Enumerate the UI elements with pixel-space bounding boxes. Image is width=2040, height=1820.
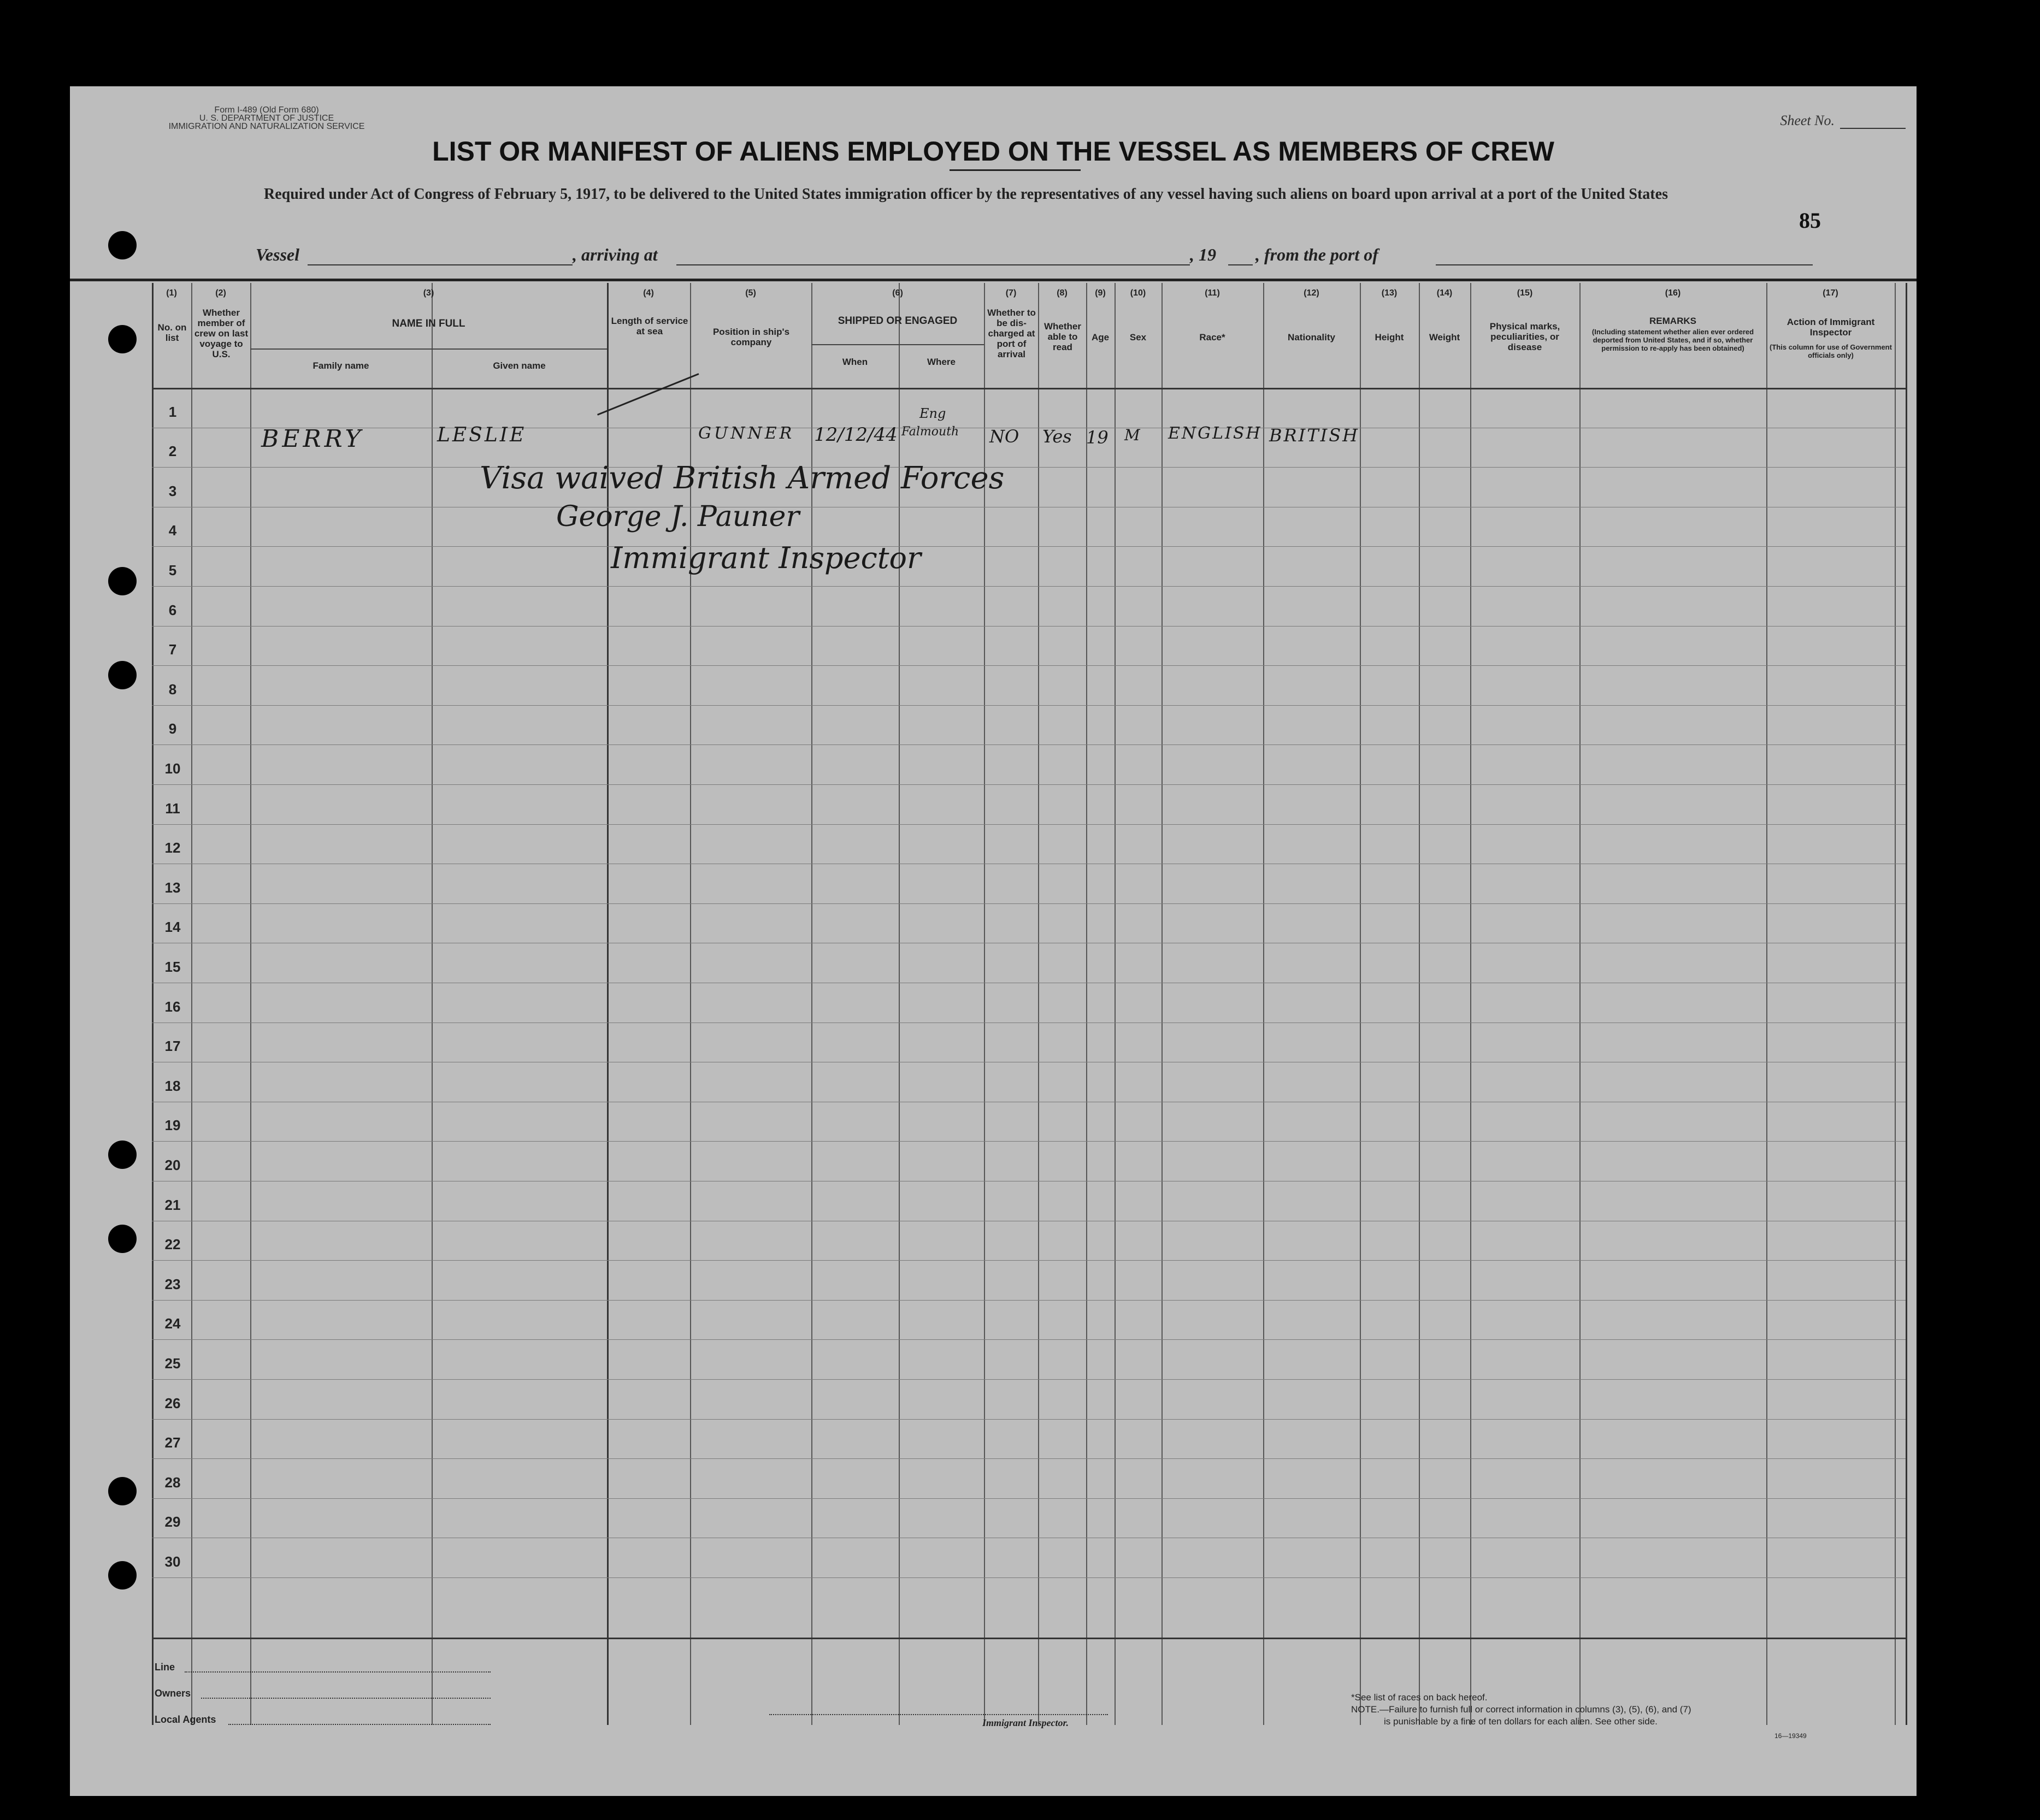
row-number: 24 xyxy=(164,1315,181,1332)
col-num-17: (17) xyxy=(1823,288,1838,298)
arriving-label: , arriving at xyxy=(573,245,658,264)
col-num-14: (14) xyxy=(1436,288,1453,298)
row-number: 25 xyxy=(164,1355,181,1372)
col-num-7: (7) xyxy=(1005,288,1017,298)
entry-sex: M xyxy=(1124,426,1140,444)
department-name: U. S. DEPARTMENT OF JUSTICE xyxy=(199,114,334,123)
entry-given-name: LESLIE xyxy=(437,424,527,446)
row-number: 5 xyxy=(168,562,177,578)
row-line xyxy=(152,1498,1906,1499)
column-divider xyxy=(1895,283,1896,1725)
footer-owners-field xyxy=(201,1698,491,1699)
row-line xyxy=(152,1260,1906,1261)
col-num-12: (12) xyxy=(1304,288,1319,298)
inspector-signature-field xyxy=(769,1714,1108,1715)
row-line xyxy=(152,824,1906,825)
col-num-3: (3) xyxy=(423,288,434,298)
vessel-info-row xyxy=(256,245,1840,267)
table-top-rule xyxy=(70,279,1917,281)
year-field xyxy=(1228,264,1253,265)
row-number: 10 xyxy=(164,760,181,777)
footer-line-field xyxy=(185,1671,491,1673)
row-number: 18 xyxy=(164,1078,181,1094)
column-divider xyxy=(1038,283,1039,1725)
column-divider xyxy=(1360,283,1361,1725)
header-inspector-action: Action of Immigrant Inspector xyxy=(1787,317,1875,338)
row-number: 8 xyxy=(168,681,177,698)
row-line xyxy=(152,1379,1906,1380)
col-num-15: (15) xyxy=(1517,288,1533,298)
header-race: Race* xyxy=(1199,332,1225,342)
footer-agents-field xyxy=(228,1724,491,1725)
from-port-field xyxy=(1436,264,1813,265)
page-title: LIST OR MANIFEST OF ALIENS EMPLOYED ON THE VESSEL AS MEMBERS OF CREW xyxy=(432,136,1554,167)
column-divider xyxy=(984,283,985,1725)
column-divider xyxy=(1766,283,1767,1725)
row-number: 28 xyxy=(164,1474,181,1491)
header-position: Position in ship's company xyxy=(712,327,790,347)
row-line xyxy=(152,626,1906,627)
form-info xyxy=(152,106,381,131)
row-line xyxy=(152,1458,1906,1459)
col-num-16: (16) xyxy=(1665,288,1681,298)
col-num-8: (8) xyxy=(1057,288,1068,298)
sheet-number-line xyxy=(1840,128,1906,129)
column-divider xyxy=(811,283,812,1725)
header-weight: Weight xyxy=(1429,332,1460,342)
header-remarks: REMARKS xyxy=(1649,316,1696,326)
row-number: 19 xyxy=(164,1117,181,1133)
column-divider xyxy=(690,283,691,1725)
row-number: 30 xyxy=(164,1553,181,1570)
header-height: Height xyxy=(1375,332,1404,342)
entry-discharged: NO xyxy=(989,426,1019,447)
entry-race: ENGLISH xyxy=(1168,424,1262,443)
col-num-1: (1) xyxy=(166,288,177,298)
row-line xyxy=(152,467,1906,468)
column-divider xyxy=(1115,283,1116,1725)
row-number: 12 xyxy=(164,840,181,856)
entry-when: 12/12/44 xyxy=(814,424,898,446)
row-number: 26 xyxy=(164,1395,181,1411)
entry-family-name: BERRY xyxy=(261,425,364,453)
service-name: IMMIGRATION AND NATURALIZATION SERVICE xyxy=(168,122,365,131)
row-number: 13 xyxy=(164,879,181,896)
row-number: 1 xyxy=(168,404,177,420)
header-able-to-read: Whether able to read xyxy=(1044,321,1081,352)
header-nationality: Nationality xyxy=(1288,332,1335,342)
footer-print-code: 16—19349 xyxy=(1774,1732,1807,1740)
column-divider xyxy=(1419,283,1420,1725)
row-line xyxy=(152,1419,1906,1420)
row-line xyxy=(152,546,1906,547)
footer-line-label: Line xyxy=(155,1662,175,1673)
binder-hole xyxy=(108,1141,137,1169)
row-number: 20 xyxy=(164,1157,181,1173)
table-bottom-rule xyxy=(152,1638,1906,1639)
header-name-in-full: NAME IN FULL xyxy=(392,318,465,329)
column-divider xyxy=(250,283,251,1725)
footer-races-note: *See list of races on back hereof. xyxy=(1351,1692,1488,1703)
arriving-field xyxy=(676,264,1190,265)
header-physical-marks: Physical marks, peculiarities, or disease xyxy=(1489,321,1560,352)
entry-where-country: Eng xyxy=(919,406,946,421)
row-line xyxy=(152,903,1906,904)
year-label: , 19 xyxy=(1190,245,1216,264)
col-num-13: (13) xyxy=(1381,288,1398,298)
row-line xyxy=(152,1577,1906,1578)
column-divider xyxy=(1906,283,1907,1725)
row-number: 11 xyxy=(165,800,180,817)
sheet-number-label: Sheet No. xyxy=(1780,113,1835,128)
from-port-label: , from the port of xyxy=(1255,245,1378,264)
footer-penalty-note-cont: is punishable by a fine of ten dollars for each alien. See other side. xyxy=(1384,1716,1658,1727)
annotation-inspector-title: Immigrant Inspector xyxy=(611,541,921,575)
row-line xyxy=(152,705,1906,706)
name-header-rule xyxy=(250,348,607,350)
binder-hole xyxy=(108,231,137,259)
header-sex: Sex xyxy=(1129,332,1147,342)
col-num-9: (9) xyxy=(1095,288,1106,298)
footer-agents-label: Local Agents xyxy=(155,1714,216,1725)
shipped-header-rule xyxy=(811,344,984,345)
entry-nationality: BRITISH xyxy=(1269,425,1360,446)
row-number: 17 xyxy=(164,1038,181,1054)
entry-where-port: Falmouth xyxy=(901,425,959,439)
row-number: 4 xyxy=(168,522,177,539)
row-line xyxy=(152,586,1906,587)
col-num-5: (5) xyxy=(745,288,756,298)
column-divider xyxy=(432,283,433,1725)
col-num-11: (11) xyxy=(1205,288,1220,298)
title-rule xyxy=(950,169,1081,171)
header-where: Where xyxy=(927,357,956,367)
header-age: Age xyxy=(1091,332,1110,342)
annotation-visa-waived: Visa waived British Armed Forces xyxy=(480,460,1005,496)
row-number: 6 xyxy=(168,602,177,618)
binder-hole xyxy=(108,661,137,689)
header-family-name: Family name xyxy=(313,361,369,371)
entry-age: 19 xyxy=(1086,427,1109,448)
row-number: 3 xyxy=(168,483,177,499)
row-line xyxy=(152,665,1906,666)
row-number: 2 xyxy=(168,443,177,459)
page-subtitle: Required under Act of Congress of February 5, 1917, to be delivered to the United States immigration officer by the representatives of any vessel having such aliens on board upon arrival at a port of the United States xyxy=(264,186,1668,203)
column-divider xyxy=(607,283,609,1725)
row-number: 14 xyxy=(164,919,181,935)
footer-owners-label: Owners xyxy=(155,1688,191,1699)
row-number: 16 xyxy=(164,998,181,1015)
column-divider xyxy=(899,283,900,1725)
header-given-name: Given name xyxy=(493,361,546,371)
row-number: 9 xyxy=(168,720,177,737)
column-divider xyxy=(1579,283,1581,1725)
header-no-on-list: No. on list xyxy=(157,322,187,343)
row-number: 15 xyxy=(164,959,181,975)
vessel-label: Vessel xyxy=(256,245,299,264)
binder-hole xyxy=(108,567,137,595)
header-length-service: Length of service at sea xyxy=(611,316,688,336)
header-inspector-note: (This column for use of Government officials only) xyxy=(1770,343,1892,359)
column-divider xyxy=(1086,283,1087,1725)
row-number: 29 xyxy=(164,1514,181,1530)
header-shipped-engaged: SHIPPED OR ENGAGED xyxy=(838,315,958,327)
footer-penalty-note: NOTE.—Failure to furnish full or correct information in columns (3), (5), (6), and (7) xyxy=(1351,1704,1691,1715)
row-line xyxy=(152,1141,1906,1142)
header-bottom-rule xyxy=(152,388,1906,389)
row-number: 22 xyxy=(164,1236,181,1252)
col-num-6: (6) xyxy=(892,288,903,298)
column-divider xyxy=(1161,283,1163,1725)
row-line xyxy=(152,784,1906,785)
row-number: 27 xyxy=(164,1434,181,1451)
row-number: 23 xyxy=(164,1276,181,1292)
annotation-inspector-signature: George J. Pauner xyxy=(556,500,800,533)
form-number: Form I-489 (Old Form 680) xyxy=(214,105,319,115)
col-num-10: (10) xyxy=(1130,288,1146,298)
page-number: 85 xyxy=(1799,208,1821,233)
binder-hole xyxy=(108,1225,137,1253)
binder-hole xyxy=(108,1561,137,1589)
binder-hole xyxy=(108,1477,137,1505)
col-num-4: (4) xyxy=(643,288,654,298)
row-line xyxy=(152,1339,1906,1340)
vessel-field xyxy=(308,264,573,265)
entry-able-to-read: Yes xyxy=(1042,426,1072,447)
header-crew-last-voyage: Whether member of crew on last voyage to U.S. xyxy=(194,308,249,359)
header-when: When xyxy=(842,357,868,367)
entry-position: GUNNER xyxy=(698,424,795,443)
header-discharged: Whether to be dis-charged at port of arrival xyxy=(987,308,1036,359)
binder-hole xyxy=(108,325,137,353)
col-num-2: (2) xyxy=(215,288,226,298)
row-number: 7 xyxy=(168,641,177,658)
row-line xyxy=(152,744,1906,745)
row-number: 21 xyxy=(164,1197,181,1213)
column-divider xyxy=(1470,283,1471,1725)
footer-inspector-label: Immigrant Inspector. xyxy=(982,1717,1069,1728)
column-divider xyxy=(1263,283,1264,1725)
entry-length-dash xyxy=(597,373,709,441)
row-line xyxy=(152,1300,1906,1301)
header-remarks-note: (Including statement whether alien ever ordered deported from United States, and if so, whether permission to re-apply has been obtained) xyxy=(1591,328,1754,352)
manifest-sheet xyxy=(70,86,1917,1796)
